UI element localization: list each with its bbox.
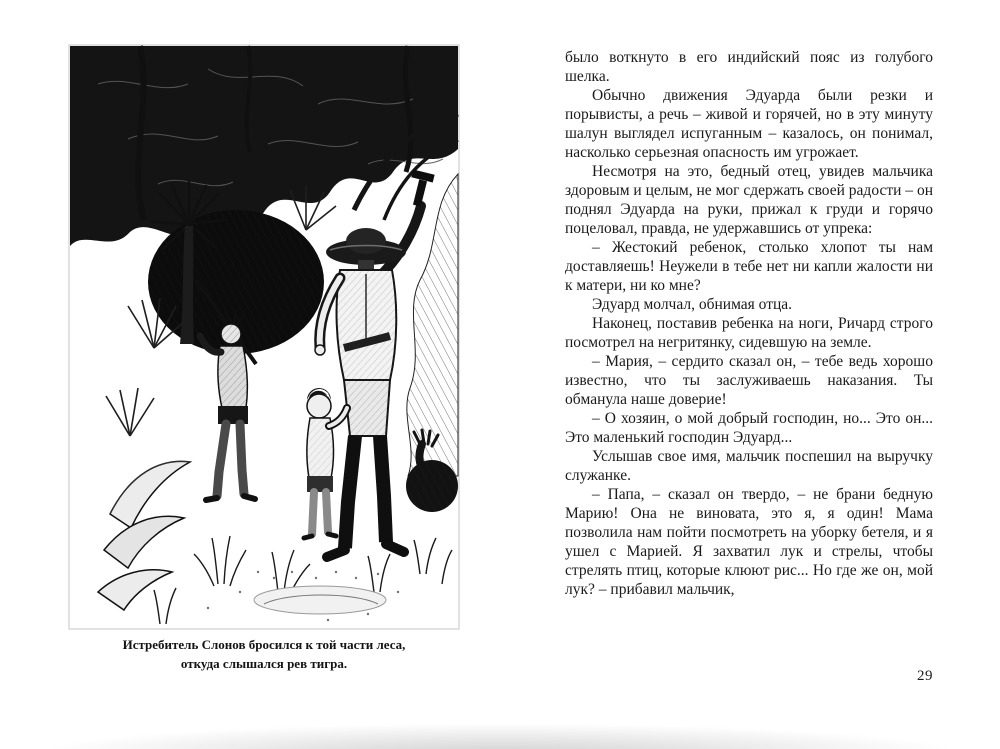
paragraph: – Мария, – сердито сказал он, – тебе ведь хорошо известно, что ты заслуживаешь наказания. Ты обманула наше доверие! [565,353,933,408]
caption [56,636,472,674]
paragraph: Несмотря на это, бедный отец, увидев мальчика здоровым и целым, не мог сдержать своей радости – он поднял Эдуарда на руки, прижал к груди и горячо поцеловал, правда, не удержавшись от упрека: [565,163,933,237]
paragraph: – О хозяин, о мой добрый господин, но... Это он... Это маленький господин Эдуард... [565,410,933,446]
paragraph: Наконец, поставив ребенка на ноги, Ричард строго посмотрел на негритянку, сидевшую на земле. [565,315,933,351]
illustration [68,44,460,630]
caption-line: Истребитель Слонов бросился к той части леса, [122,637,406,652]
page-text [565,48,933,599]
paragraph: Обычно движения Эдуарда были резки и порывисты, а речь – живой и горячей, но в эту минуту шалун выглядел испуганным – казалось, он понимал, насколько серьезная опасность им угрожает. [565,87,933,161]
caption-line: откуда слышался рев тигра. [180,655,348,671]
paragraph: было воткнуто в его индийский пояс из голубого шелка. [565,49,933,85]
paragraph: Услышав свое имя, мальчик поспешил на выручку служанке. [565,448,933,484]
right-page [500,0,1000,749]
page-number: 29 [917,668,933,684]
paragraph: – Жестокий ребенок, столько хлопот ты нам доставляешь! Неужели в тебе нет ни капли жалости ни к матери, ни ко мне? [565,239,933,294]
paragraph: Эдуард молчал, обнимая отца. [592,296,793,313]
paragraph: – Папа, – сказал он твердо, – не брани бедную Марию! Она не виновата, это я, я один! Мама позволила нам пойти посмотреть на уборку бетеля, и я ушел с Марией. Я захватил лук и стрелы, чтобы стрелять птиц, которые клюют рис... Но где же он, мой лук? – прибавил мальчик, [565,486,933,598]
illustration-image [68,44,460,630]
